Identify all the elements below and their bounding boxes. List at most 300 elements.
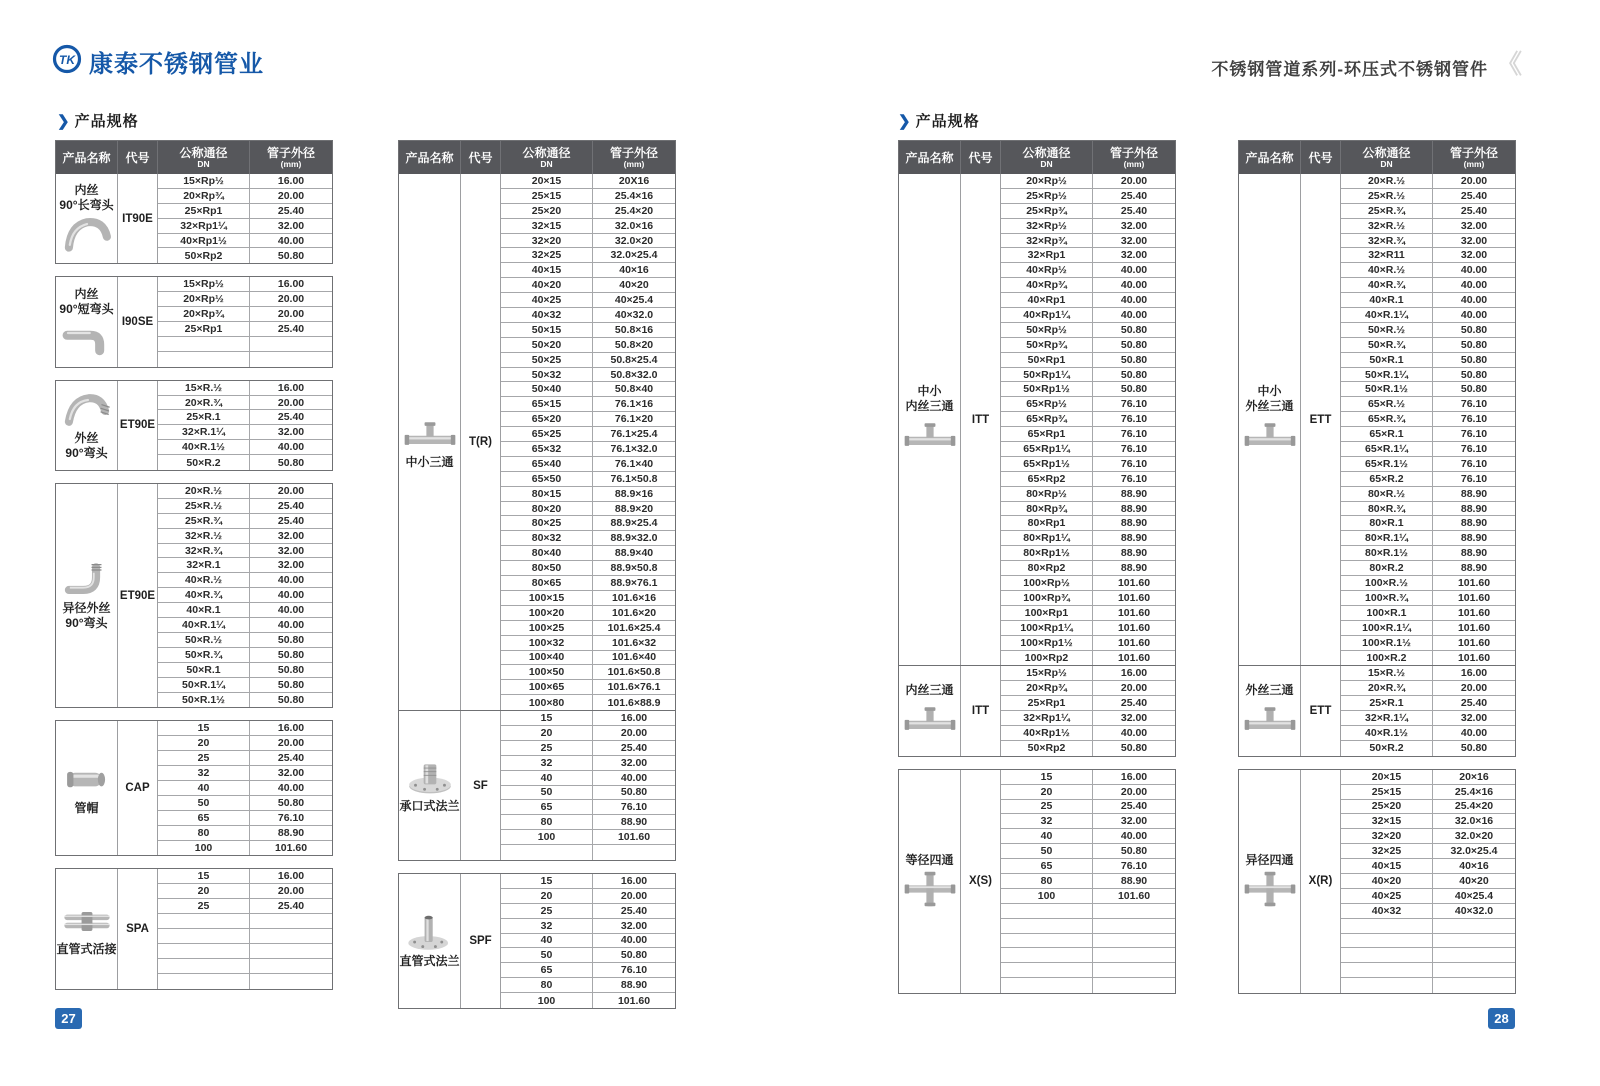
dn-cell: 80×Rp2 — [1001, 561, 1093, 575]
spec-row — [1001, 204, 1175, 219]
dn-cell: 25 — [1001, 800, 1093, 814]
dn-cell: 65×Rp1¼ — [1001, 442, 1093, 456]
dn-cell: 65×R.2 — [1341, 472, 1433, 486]
spec-row — [1001, 696, 1175, 711]
dn-cell: 100×Rp1¼ — [1001, 621, 1093, 635]
od-cell: 16.00 — [277, 722, 305, 735]
spec-row — [501, 397, 675, 412]
od-cell — [1433, 948, 1515, 962]
spec-row — [1341, 948, 1515, 963]
dn-cell: 50 — [501, 948, 593, 962]
dn-cell: 65×25 — [501, 427, 593, 441]
spec-row — [1001, 516, 1175, 531]
od-cell: 40.00 — [277, 574, 305, 587]
spec-row — [158, 974, 332, 989]
spec-table — [898, 769, 1176, 994]
dn-cell: 65×15 — [501, 397, 593, 411]
od-cell: 20.00 — [277, 293, 305, 306]
od-cell — [250, 337, 332, 351]
od-cell — [1093, 948, 1175, 962]
product-cell — [56, 381, 118, 470]
dn-cell — [1001, 948, 1093, 962]
cross-fitting-image — [1241, 869, 1299, 909]
od-cell: 76.1×50.8 — [610, 472, 658, 485]
spec-table — [898, 140, 1176, 757]
spec-row — [1341, 591, 1515, 606]
od-cell: 76.10 — [1120, 413, 1148, 426]
od-cell: 88.90 — [277, 826, 305, 839]
spec-column-3 — [898, 140, 1176, 994]
dn-cell: 65×20 — [501, 412, 593, 426]
od-cell: 40.00 — [1120, 308, 1148, 321]
spec-row — [501, 531, 675, 546]
od-cell: 50.8×40 — [614, 383, 654, 396]
dn-cell: 40×R.¾ — [158, 588, 250, 602]
product-name: 中小 内丝三通 — [905, 384, 954, 414]
dn-cell: 40×25 — [501, 293, 593, 307]
dn-cell: 32×15 — [1341, 814, 1433, 828]
spec-rows — [501, 874, 675, 1008]
od-cell: 76.10 — [1460, 472, 1488, 485]
dn-cell: 50×Rp¾ — [1001, 338, 1093, 352]
spec-row — [158, 693, 332, 708]
od-cell — [1433, 963, 1515, 977]
od-cell: 50.80 — [277, 249, 305, 262]
od-cell: 32.0×25.4 — [1450, 845, 1498, 858]
product-name: 异径四通 — [1245, 853, 1294, 868]
product-block — [399, 710, 675, 860]
od-cell: 76.10 — [1120, 457, 1148, 470]
od-cell: 40.00 — [1120, 726, 1148, 739]
dn-cell: 32×Rp1 — [1001, 248, 1093, 262]
product-name: 外丝 90°弯头 — [65, 430, 108, 460]
dn-cell: 25×R.¾ — [1341, 204, 1433, 218]
dn-cell: 65 — [158, 811, 250, 825]
spec-rows — [1001, 770, 1175, 993]
dn-cell: 100×R.2 — [1341, 651, 1433, 666]
dn-cell: 100×Rp½ — [1001, 576, 1093, 590]
header-code: 代号 — [118, 141, 158, 174]
spec-row — [158, 959, 332, 974]
spec-table — [55, 276, 333, 367]
dn-cell: 100 — [158, 841, 250, 856]
spec-row — [158, 721, 332, 736]
od-cell: 88.90 — [1460, 532, 1488, 545]
spec-row — [158, 277, 332, 292]
spec-row — [1341, 174, 1515, 189]
spec-row — [1001, 382, 1175, 397]
spec-row — [1341, 234, 1515, 249]
od-cell: 50.80 — [1460, 353, 1488, 366]
spec-row — [158, 618, 332, 633]
spec-row — [1341, 576, 1515, 591]
dn-cell — [158, 974, 250, 989]
spec-row — [158, 514, 332, 529]
dn-cell: 100×R.1¼ — [1341, 621, 1433, 635]
product-name: 外丝三通 — [1245, 683, 1294, 698]
dn-cell — [1001, 963, 1093, 977]
dn-cell: 20×R.½ — [158, 484, 250, 498]
dn-cell: 25 — [158, 751, 250, 765]
od-cell: 16.00 — [620, 712, 648, 724]
od-cell: 50.80 — [1120, 353, 1148, 366]
dn-cell: 15×Rp½ — [1001, 666, 1093, 680]
dn-cell: 32 — [501, 756, 593, 770]
section-chevron-icon: ❯ — [898, 112, 911, 130]
spec-row — [501, 800, 675, 815]
dn-cell: 32×20 — [501, 234, 593, 248]
spec-row — [501, 711, 675, 726]
spec-rows — [158, 381, 332, 470]
product-block — [1239, 665, 1515, 755]
od-cell: 76.10 — [1120, 860, 1148, 873]
od-cell: 101.60 — [1457, 636, 1491, 649]
product-code: SF — [461, 711, 501, 860]
dn-cell: 100×R.1½ — [1341, 636, 1433, 650]
dn-cell: 32×R.1¼ — [1341, 711, 1433, 725]
od-cell: 50.80 — [277, 648, 305, 661]
product-cell — [1239, 666, 1301, 755]
spec-row — [1001, 368, 1175, 383]
product-code: SPA — [118, 869, 158, 988]
spec-row — [158, 204, 332, 219]
od-cell: 50.80 — [1120, 742, 1148, 755]
dn-cell — [158, 944, 250, 958]
dn-cell: 80×Rp¾ — [1001, 502, 1093, 516]
spec-row — [1001, 726, 1175, 741]
od-cell: 88.90 — [1460, 517, 1488, 530]
od-cell: 50.80 — [1460, 383, 1488, 396]
product-cell — [1239, 770, 1301, 993]
spec-row — [1341, 785, 1515, 800]
dn-cell: 65×Rp¾ — [1001, 412, 1093, 426]
section-chevron-icon: ❯ — [57, 112, 70, 130]
spec-row — [1341, 487, 1515, 502]
spec-row — [501, 786, 675, 801]
od-cell: 101.60 — [1457, 621, 1491, 634]
spec-row — [1341, 889, 1515, 904]
od-cell: 32.00 — [1460, 712, 1488, 724]
spec-row — [1001, 546, 1175, 561]
dn-cell: 50×R.2 — [1341, 741, 1433, 756]
spec-row — [501, 680, 675, 695]
spec-row — [158, 499, 332, 514]
spec-row — [1001, 472, 1175, 487]
product-cell — [1239, 174, 1301, 665]
product-block — [56, 174, 332, 263]
spec-row — [501, 978, 675, 993]
od-cell: 50.80 — [1460, 742, 1488, 755]
dn-cell: 20×Rp½ — [158, 292, 250, 306]
od-cell: 50.80 — [277, 796, 305, 809]
spec-row — [158, 558, 332, 573]
od-cell: 40.00 — [620, 934, 648, 947]
product-code: X(R) — [1301, 770, 1341, 993]
spec-row — [158, 544, 332, 559]
od-cell — [250, 944, 332, 958]
od-cell: 32.0×16 — [1454, 815, 1494, 828]
od-cell: 101.6×20 — [611, 606, 657, 619]
dn-cell — [1001, 978, 1093, 993]
dn-cell: 100×Rp1 — [1001, 606, 1093, 620]
od-cell — [593, 845, 675, 860]
spec-rows — [1001, 666, 1175, 755]
dn-cell: 65×50 — [501, 472, 593, 486]
spec-row — [1001, 785, 1175, 800]
spec-row — [1001, 531, 1175, 546]
od-cell: 32.00 — [277, 544, 305, 557]
od-cell: 50.8×32.0 — [610, 368, 658, 381]
dn-cell: 80×R.¾ — [1341, 502, 1433, 516]
spec-row — [158, 899, 332, 914]
dn-cell: 65×R.1¼ — [1341, 442, 1433, 456]
od-cell: 101.6×25.4 — [607, 621, 661, 634]
dn-cell — [1341, 934, 1433, 948]
dn-cell: 20 — [501, 726, 593, 740]
spec-row — [501, 636, 675, 651]
spec-row — [1001, 963, 1175, 978]
spec-row — [1341, 859, 1515, 874]
dn-cell: 100×Rp1½ — [1001, 636, 1093, 650]
dn-cell: 25×20 — [1341, 800, 1433, 814]
dn-cell: 15×R.½ — [1341, 666, 1433, 680]
dn-cell: 40×Rp1½ — [1001, 726, 1093, 740]
spec-row — [1001, 248, 1175, 263]
spec-row — [1001, 874, 1175, 889]
dn-cell: 80 — [1001, 874, 1093, 888]
od-cell: 25.4×20 — [1454, 800, 1494, 813]
od-cell: 88.90 — [1460, 502, 1488, 515]
od-cell: 32.00 — [620, 919, 648, 932]
header-product-name: 产品名称 — [1239, 141, 1301, 174]
spec-row — [1001, 174, 1175, 189]
od-cell: 20.00 — [1460, 682, 1488, 695]
spec-row — [1001, 919, 1175, 934]
dn-cell — [158, 914, 250, 928]
od-cell: 76.10 — [1460, 457, 1488, 470]
dn-cell: 25×15 — [501, 189, 593, 203]
dn-cell: 25×Rp1 — [158, 204, 250, 218]
od-cell: 101.60 — [1117, 591, 1151, 604]
od-cell: 101.60 — [274, 841, 308, 854]
dn-cell: 32×R.½ — [158, 529, 250, 543]
dn-cell: 20×R.¾ — [1341, 681, 1433, 695]
dn-cell: 50×R.1 — [158, 663, 250, 677]
od-cell: 40.00 — [1120, 830, 1148, 843]
section-title-right — [898, 110, 980, 131]
od-cell: 40.00 — [620, 771, 648, 784]
od-cell: 88.90 — [1460, 562, 1488, 575]
od-cell: 16.00 — [277, 381, 305, 394]
spec-table — [398, 873, 676, 1009]
spec-row — [1341, 442, 1515, 457]
spec-row — [158, 736, 332, 751]
spec-row — [501, 726, 675, 741]
spec-row — [158, 884, 332, 899]
dn-cell: 100 — [501, 993, 593, 1008]
od-cell: 50.80 — [277, 663, 305, 676]
spec-row — [501, 338, 675, 353]
spec-row — [158, 811, 332, 826]
spec-row — [1341, 293, 1515, 308]
spec-table — [55, 720, 333, 856]
od-cell: 88.90 — [1120, 547, 1148, 560]
brand-logo-icon — [52, 44, 82, 79]
dn-cell — [158, 929, 250, 943]
od-cell: 50.80 — [277, 456, 305, 469]
dn-cell: 100×20 — [501, 606, 593, 620]
spec-row — [1341, 248, 1515, 263]
table-header-row — [399, 141, 675, 174]
product-block — [56, 484, 332, 707]
spec-row — [1341, 621, 1515, 636]
od-cell: 16.00 — [620, 874, 648, 887]
od-cell — [250, 974, 332, 989]
od-cell: 50.8×20 — [614, 338, 654, 351]
spec-row — [501, 756, 675, 771]
spec-row — [158, 929, 332, 944]
dn-cell: 80×R.1¼ — [1341, 531, 1433, 545]
dn-cell: 50×Rp1 — [1001, 353, 1093, 367]
product-name: 内丝三通 — [905, 683, 954, 698]
od-cell: 88.90 — [1120, 517, 1148, 530]
dn-cell: 80×Rp1½ — [1001, 546, 1093, 560]
header-code: 代号 — [1301, 141, 1341, 174]
dn-cell: 50×R.1½ — [1341, 382, 1433, 396]
spec-row — [158, 603, 332, 618]
dn-cell: 15 — [501, 711, 593, 725]
spec-row — [1001, 323, 1175, 338]
spec-row — [501, 189, 675, 204]
od-cell: 50.8×16 — [614, 323, 654, 336]
dn-cell: 50×R.1½ — [158, 693, 250, 708]
dn-cell: 40×15 — [1341, 859, 1433, 873]
dn-cell: 32 — [158, 766, 250, 780]
dn-cell: 40 — [501, 934, 593, 948]
od-cell: 76.10 — [620, 801, 648, 814]
spec-row — [1341, 800, 1515, 815]
spec-row — [1001, 814, 1175, 829]
product-cell — [399, 711, 461, 860]
spec-row — [1341, 934, 1515, 949]
elbow-90-ext-image — [58, 390, 116, 430]
dn-cell: 80×Rp1 — [1001, 516, 1093, 530]
table-header-row — [56, 141, 332, 174]
table-header-row — [1239, 141, 1515, 174]
dn-cell: 40 — [501, 771, 593, 785]
spec-row — [1341, 368, 1515, 383]
dn-cell: 100 — [1001, 889, 1093, 903]
dn-cell: 100×R.1 — [1341, 606, 1433, 620]
tee-fitting-image — [901, 415, 959, 455]
spec-row — [1341, 651, 1515, 666]
od-cell: 40×32.0 — [614, 308, 654, 321]
od-cell: 20×16 — [1459, 770, 1489, 783]
product-name: 中小 外丝三通 — [1245, 384, 1294, 414]
spec-row — [501, 845, 675, 860]
dn-cell: 25×20 — [501, 204, 593, 218]
dn-cell: 80×50 — [501, 561, 593, 575]
spec-row — [158, 841, 332, 856]
spec-row — [158, 751, 332, 766]
dn-cell: 80 — [158, 826, 250, 840]
od-cell: 20.00 — [1120, 174, 1148, 187]
product-block — [399, 874, 675, 1008]
od-cell: 88.90 — [620, 816, 648, 829]
product-name: 承口式法兰 — [399, 798, 460, 813]
spec-row — [501, 546, 675, 561]
dn-cell: 40×32 — [501, 308, 593, 322]
product-code: SPF — [461, 874, 501, 1008]
section-title-text: 产品规格 — [74, 113, 139, 130]
od-cell: 88.90 — [1120, 562, 1148, 575]
dn-cell: 25×Rp½ — [1001, 189, 1093, 203]
spec-row — [1341, 546, 1515, 561]
dn-cell: 15×R.½ — [158, 381, 250, 395]
dn-cell: 65×Rp1½ — [1001, 457, 1093, 471]
od-cell: 40×25.4 — [1454, 889, 1494, 902]
dn-cell: 65×40 — [501, 457, 593, 471]
spec-row — [158, 766, 332, 781]
od-cell: 40.00 — [1120, 279, 1148, 292]
dn-cell: 20 — [1001, 785, 1093, 799]
spec-rows — [158, 869, 332, 988]
table-header-row — [899, 141, 1175, 174]
dn-cell: 100×65 — [501, 680, 593, 694]
spec-rows — [1341, 666, 1515, 755]
dn-cell: 100×R.¾ — [1341, 591, 1433, 605]
spec-column-2 — [398, 140, 676, 1009]
product-cell — [899, 770, 961, 993]
header-code: 代号 — [961, 141, 1001, 174]
od-cell: 40.00 — [277, 441, 305, 454]
od-cell: 101.6×88.9 — [607, 696, 661, 709]
od-cell: 20.00 — [1460, 174, 1488, 187]
dn-cell — [1001, 919, 1093, 933]
od-cell: 32.00 — [620, 756, 648, 769]
spec-row — [1341, 681, 1515, 696]
od-cell — [250, 352, 332, 367]
od-cell: 40.00 — [277, 604, 305, 617]
od-cell: 50.80 — [1460, 368, 1488, 381]
spec-row — [501, 263, 675, 278]
dn-cell: 40×R.¾ — [1341, 278, 1433, 292]
dn-cell: 32×R.1¼ — [158, 425, 250, 439]
od-cell — [1093, 919, 1175, 933]
elbow-90-long-image — [58, 214, 116, 254]
spec-row — [1341, 189, 1515, 204]
od-cell: 25.40 — [277, 752, 305, 765]
spec-row — [501, 516, 675, 531]
spec-row — [158, 425, 332, 440]
od-cell: 88.9×25.4 — [610, 517, 658, 530]
dn-cell: 15 — [158, 721, 250, 735]
product-block — [899, 770, 1175, 993]
spec-row — [501, 502, 675, 517]
dn-cell: 50×R.¾ — [158, 648, 250, 662]
header-dn: 公称通径 DN — [1001, 141, 1093, 174]
product-block — [1239, 174, 1515, 665]
product-name: 中小三通 — [405, 455, 454, 470]
spec-row — [1001, 234, 1175, 249]
spec-row — [501, 278, 675, 293]
dn-cell: 50 — [501, 786, 593, 800]
dn-cell: 32×R.¾ — [158, 544, 250, 558]
dn-cell: 32×R.1 — [158, 558, 250, 572]
od-cell: 50.80 — [620, 786, 648, 799]
spec-row — [501, 591, 675, 606]
dn-cell: 80×R.½ — [1341, 487, 1433, 501]
